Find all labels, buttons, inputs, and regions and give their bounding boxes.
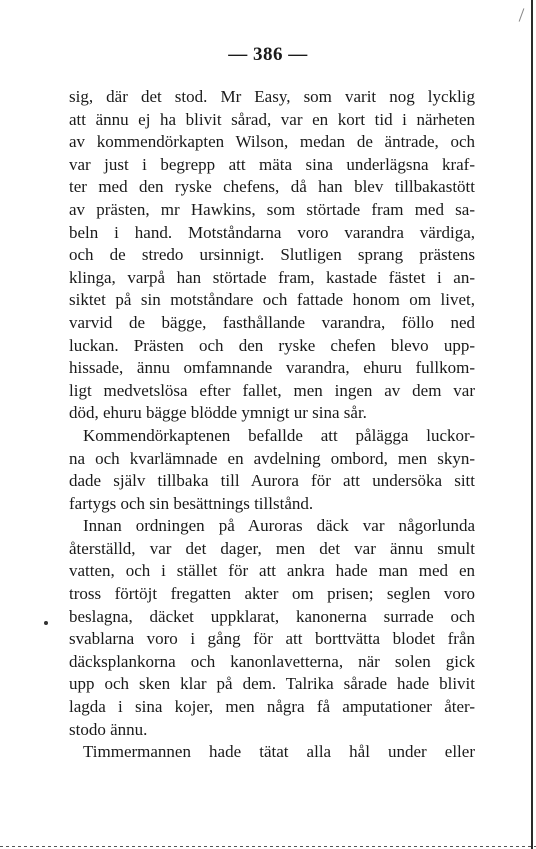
text-line: Innan ordningen på Auroras däck var någorlunda (83, 516, 475, 536)
text-line: siktet på sin motståndare och fattade honom om livet, (69, 290, 475, 310)
text-line: sig, där det stod. Mr Easy, som varit nog lycklig (69, 87, 475, 106)
text-line: vatten, och i stället för att ankra hade man med en (69, 561, 475, 581)
text-line: stodo ännu. (69, 719, 148, 739)
text-line: hissade, ännu omfamnande varandra, ehuru fullkom- (69, 358, 475, 378)
text-line: var just i begrepp att mäta sina underlägsna kraf- (69, 154, 475, 174)
body-text (69, 86, 475, 764)
text-line: dade själv tillbaka till Aurora för att undersöka sitt (69, 471, 475, 491)
text-line: fartygs och sin besättnings tillstånd. (69, 493, 314, 513)
text-line: svablarna voro i gång för att borttvätta blodet från (69, 629, 475, 649)
text-line: av prästen, mr Hawkins, som störtade fram med sa- (69, 199, 475, 219)
text-line: Kommendörkaptenen befallde att pålägga luckor- (83, 425, 475, 445)
text-line: av kommendörkapten Wilson, medan de äntrade, och (69, 132, 475, 152)
text-line: Timmermannen hade tätat alla hål under eller (83, 742, 475, 762)
text-line: varvid de bägge, fasthållande varandra, föllo ned (69, 312, 475, 332)
text-line: ligt medvetslösa efter fallet, men ingen av dem var (69, 380, 475, 400)
text-line: tross förtöjt fregatten akter om prisen; seglen voro (69, 584, 475, 604)
text-line: och de stredo ursinnigt. Slutligen sprang prästens (69, 245, 475, 265)
text-line: att ännu ej ha blivit sårad, var en kort tid i närheten (69, 109, 475, 129)
page-number: — 386 — (228, 44, 308, 65)
text-line: na och kvarlämnade en avdelning ombord, men skyn- (69, 448, 475, 468)
text-line: klinga, varpå han störtade fram, kastade fästet i an- (69, 267, 475, 287)
text-line: beln i hand. Motståndarna voro varandra värdiga, (69, 222, 475, 242)
text-line: beslagna, däcket uppklarat, kanonerna surrade och (69, 606, 475, 626)
text-line: död, ehuru bägge blödde ymnigt ur sina sår. (69, 403, 367, 423)
scan-mark (519, 8, 525, 21)
page-edge-bottom (0, 846, 536, 847)
text-line: återställd, var det dager, men det var ännu smult (69, 538, 475, 558)
text-line: upp och sken klar på dem. Talrika sårade hade blivit (69, 674, 475, 694)
margin-dot (44, 621, 48, 625)
text-line: lagda i sina kojer, men några få amputationer åter- (69, 697, 475, 717)
text-line: däcksplankorna och kanonlavetterna, när solen gick (69, 651, 475, 671)
text-line: ter med den ryske chefens, då han blev tillbakastött (69, 177, 475, 197)
page-edge-right (531, 0, 533, 849)
text-line: luckan. Prästen och den ryske chefen blevo upp- (69, 335, 475, 355)
